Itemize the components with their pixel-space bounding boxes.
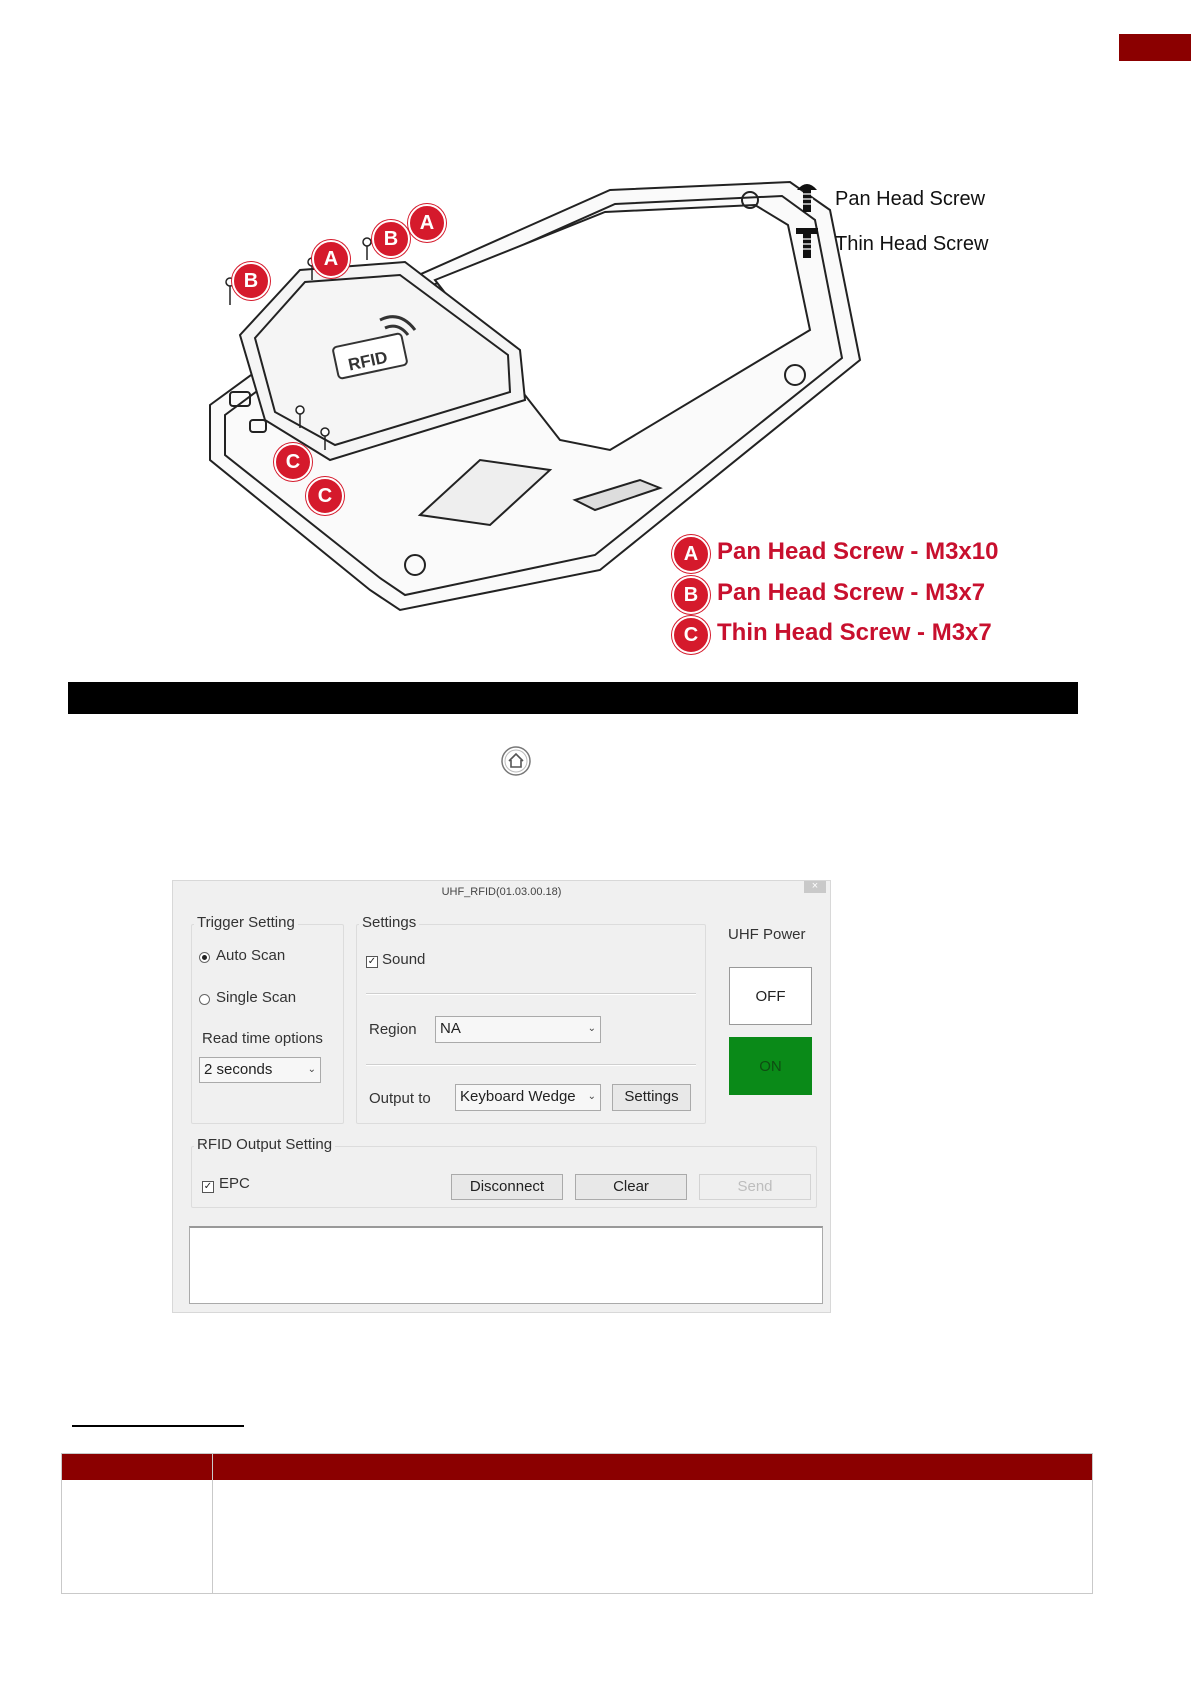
chevron-down-icon: ⌄ <box>587 1023 596 1034</box>
uhf-rfid-window <box>172 880 831 1313</box>
spec-letter-b: B <box>672 576 710 614</box>
callout-a-left: A <box>312 240 350 278</box>
device-back-figure <box>190 170 1010 660</box>
rfid-output-setting-title: RFID Output Setting <box>194 1136 335 1153</box>
sound-label[interactable]: Sound <box>382 951 426 968</box>
disconnect-button[interactable]: Disconnect <box>451 1174 563 1200</box>
read-time-select[interactable] <box>199 1057 321 1083</box>
output-to-value: Keyboard Wedge <box>460 1088 576 1105</box>
callout-c-lower: C <box>306 477 344 515</box>
rfid-output-textarea[interactable] <box>189 1226 823 1304</box>
pan-head-legend-label: Pan Head Screw <box>835 188 986 210</box>
callout-c-upper: C <box>274 443 312 481</box>
settings-separator <box>366 1064 696 1066</box>
clear-button[interactable]: Clear <box>575 1174 687 1200</box>
auto-scan-label[interactable]: Auto Scan <box>216 947 286 964</box>
callout-b-right: B <box>372 220 410 258</box>
power-off-button[interactable]: OFF <box>729 967 812 1025</box>
spec-letter-a: A <box>672 535 710 573</box>
heading-underline <box>72 1425 244 1427</box>
epc-label[interactable]: EPC <box>219 1175 250 1192</box>
output-to-label: Output to <box>369 1090 431 1107</box>
sound-checkbox[interactable]: ✓ <box>367 956 377 967</box>
settings-title: Settings <box>359 914 419 931</box>
info-table <box>61 1453 1093 1594</box>
window-title: UHF_RFID(01.03.00.18) <box>441 886 562 898</box>
output-settings-button[interactable]: Settings <box>612 1084 691 1111</box>
region-label: Region <box>369 1021 417 1038</box>
callout-a-right: A <box>408 204 446 242</box>
trigger-setting-title: Trigger Setting <box>194 914 298 931</box>
read-time-value: 2 seconds <box>204 1061 273 1078</box>
spec-text-c: Thin Head Screw - M3x7 <box>717 619 992 646</box>
device-rfid-label: RFID <box>346 347 390 375</box>
output-to-select[interactable] <box>455 1084 601 1111</box>
single-scan-label[interactable]: Single Scan <box>216 989 297 1006</box>
single-scan-radio[interactable] <box>199 994 210 1005</box>
section-tab-marker <box>1119 34 1191 61</box>
spec-letter-c: C <box>672 616 710 654</box>
table-header-row <box>62 1454 1092 1480</box>
auto-scan-radio[interactable] <box>199 952 210 963</box>
settings-separator <box>366 993 696 995</box>
home-button-icon <box>500 745 532 777</box>
window-close-button[interactable]: × <box>804 881 826 893</box>
callout-b-left: B <box>232 262 270 300</box>
chevron-down-icon: ⌄ <box>587 1091 596 1102</box>
pan-head-screw-icon <box>795 180 819 214</box>
thin-head-legend-label: Thin Head Screw <box>835 233 989 255</box>
region-value: NA <box>440 1020 461 1037</box>
spec-text-b: Pan Head Screw - M3x7 <box>717 579 986 606</box>
read-time-label: Read time options <box>202 1030 323 1047</box>
section-heading-bar <box>68 682 1078 714</box>
region-select[interactable] <box>435 1016 601 1043</box>
power-on-button[interactable]: ON <box>729 1037 812 1095</box>
send-button[interactable]: Send <box>699 1174 811 1200</box>
epc-checkbox[interactable]: ✓ <box>203 1181 213 1192</box>
spec-text-a: Pan Head Screw - M3x10 <box>717 538 999 565</box>
thin-head-screw-icon <box>795 226 819 260</box>
table-column-divider <box>212 1454 213 1593</box>
uhf-power-title: UHF Power <box>728 926 806 943</box>
chevron-down-icon: ⌄ <box>307 1064 316 1075</box>
